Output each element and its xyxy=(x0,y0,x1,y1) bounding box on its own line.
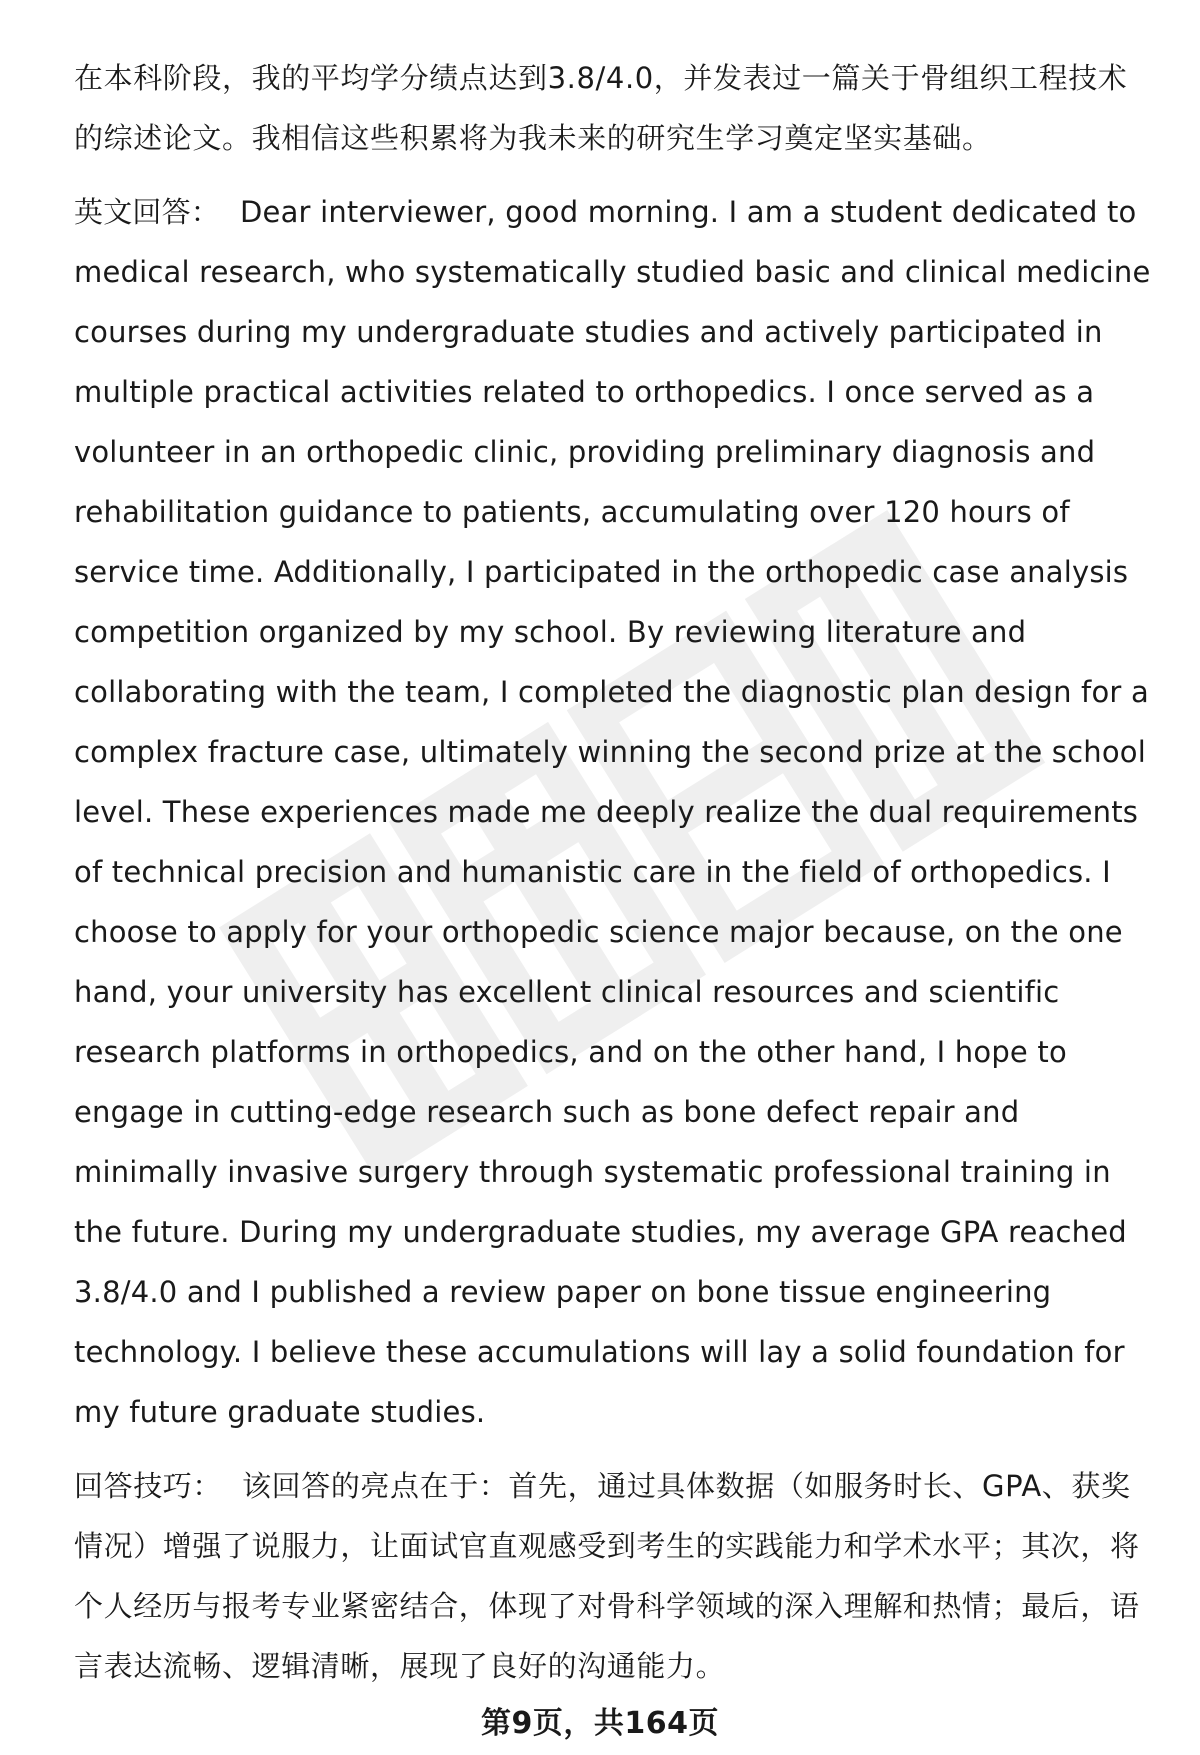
tips-text: 该回答的亮点在于：首先，通过具体数据（如服务时长、GPA、获奖情况）增强了说服力，让面试官直观感受到考生的实践能力和学术水平；其次，将个人经历与报考专业紧密结合，体现了对骨科学领域的深入理解和热情；最后，语言表达流畅、逻辑清晰，展现了良好的沟通能力。 xyxy=(74,1469,1140,1683)
english-answer-label: 英文回答： xyxy=(74,195,221,229)
paragraph-intro-cn: 在本科阶段，我的平均学分绩点达到3.8/4.0，并发表过一篇关于骨组织工程技术的综述论文。我相信这些积累将为我未来的研究生学习奠定坚实基础。 xyxy=(74,61,1128,155)
page-number-footer: 第9页，共164页 xyxy=(481,1706,719,1741)
english-answer-text: Dear interviewer, good morning. I am a student dedicated to medical research, who systematically studied basic and clinical medicine courses during my undergraduate studies and actively participated in multiple practical activities related to orthopedics. I once served as a volunteer in an orthopedic clinic, providing preliminary diagnosis and rehabilitation guidance to patients, accumulating over 120 hours of service time. Additionally, I participated in the orthopedic case analysis competition organized by my school. By reviewing literature and collaborating with the team, I completed the diagnostic plan design for a complex fracture case, ultimately winning the second prize at the school level. These experiences made me deeply realize the dual requirements of technical precision and humanistic care in the field of orthopedics. I choose to apply for your orthopedic science major because, on the one hand, your university has excellent clinical resources and scientific research platforms in orthopedics, and on the other hand, I hope to engage in cutting-edge research such as bone defect repair and minimally invasive surgery through systematic professional training in the future. During my undergraduate studies, my average GPA reached 3.8/4.0 and I published a review paper on bone tissue engineering technology. I believe these accumulations will lay a solid foundation for my future graduate studies. xyxy=(74,195,1151,1429)
document-body xyxy=(74,48,1154,1696)
tips-label: 回答技巧： xyxy=(74,1469,223,1503)
paragraph-english-answer xyxy=(74,182,1154,1442)
paragraph-tips xyxy=(74,1456,1154,1696)
